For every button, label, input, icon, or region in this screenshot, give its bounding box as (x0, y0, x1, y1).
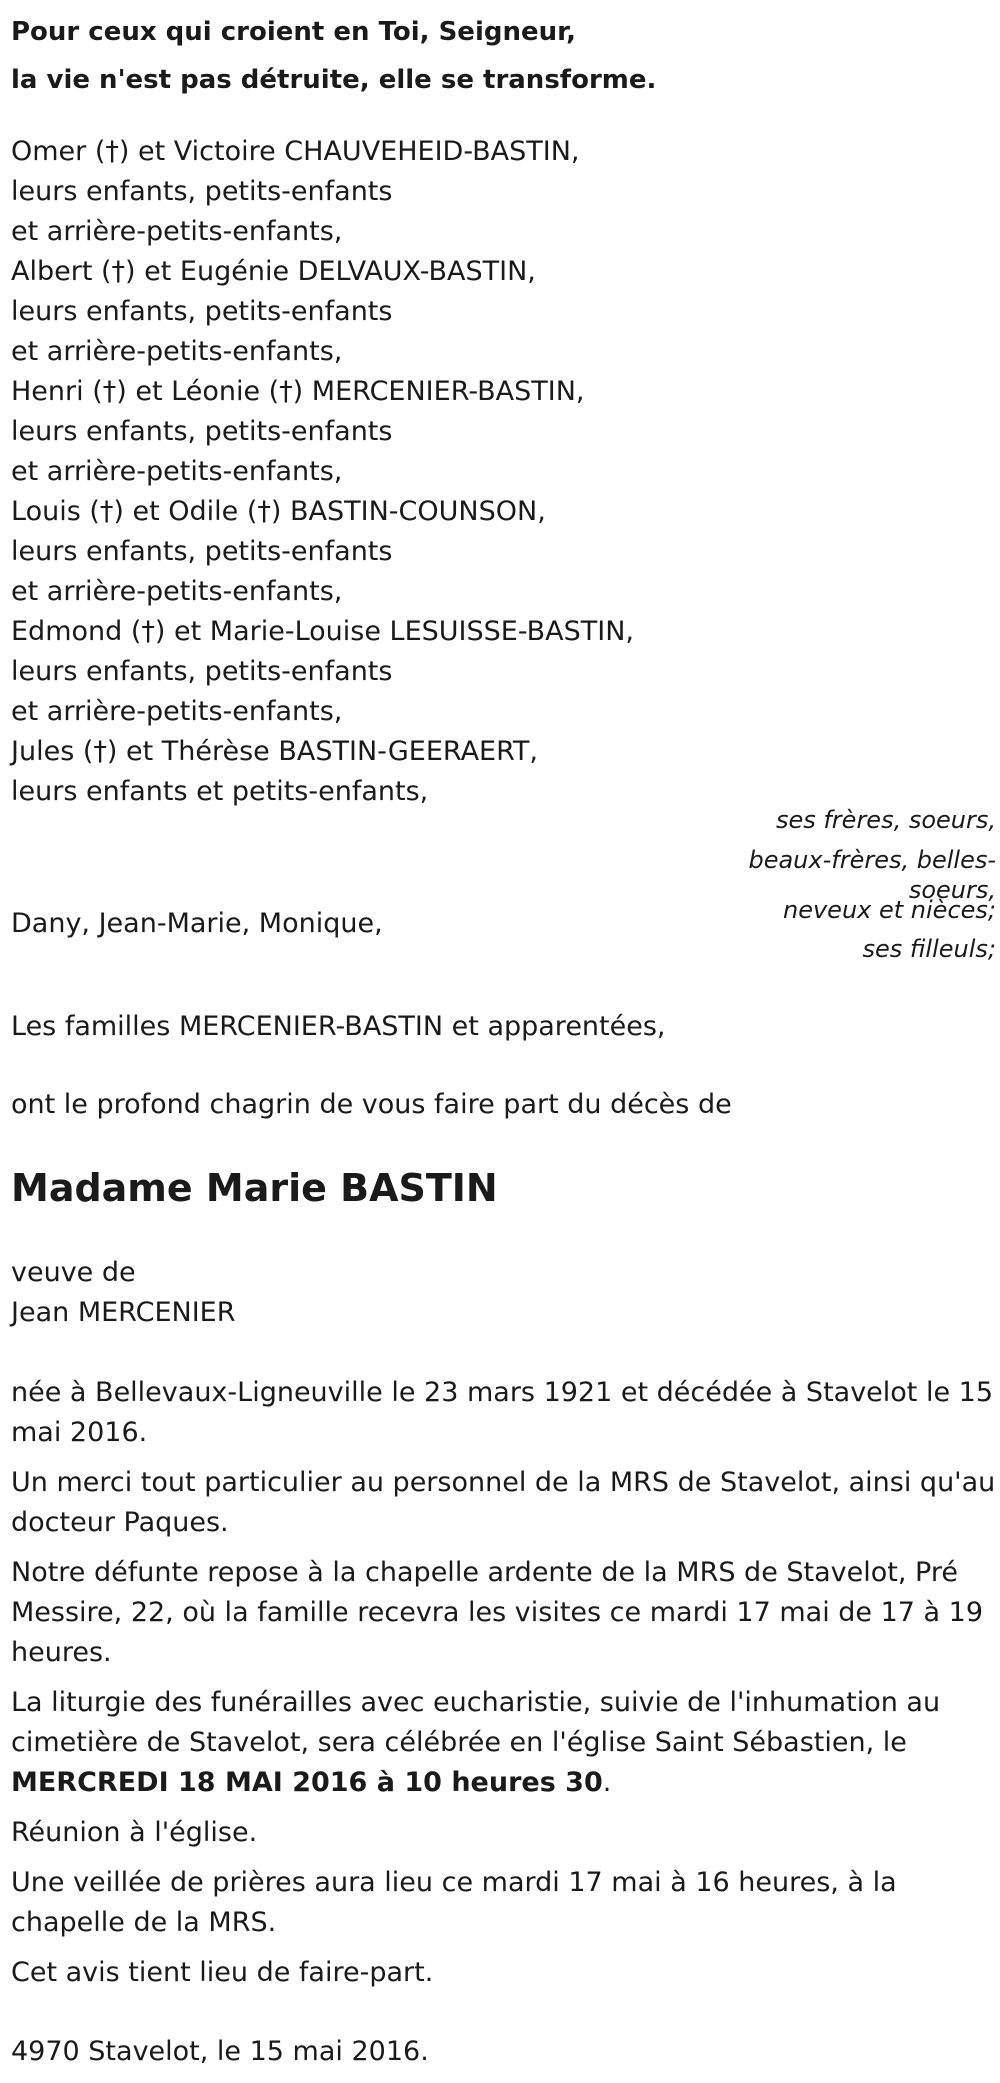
family-line: leurs enfants, petits-enfants (11, 176, 393, 207)
family-line: et arrière-petits-enfants, (11, 576, 343, 607)
spouse-name: Jean MERCENIER (11, 1297, 236, 1328)
verse-line-1: Pour ceux qui croient en Toi, Seigneur, (11, 17, 576, 47)
family-line: leurs enfants, petits-enfants (11, 296, 393, 327)
relation-in-laws-cont: soeurs, (908, 876, 996, 904)
family-line: Omer (†) et Victoire CHAUVEHEID-BASTIN, (11, 136, 580, 167)
godchildren-names: Dany, Jean-Marie, Monique, (11, 908, 383, 939)
liturgy-text: La liturgie des funérailles avec eucharistie, suivie de l'inhumation au cimetière de Stavelot, sera célébrée en l'église Saint Sébastien, le (11, 1687, 941, 1758)
family-line: et arrière-petits-enfants, (11, 336, 343, 367)
birth-death-paragraph: née à Bellevaux-Ligneuville le 23 mars 1921 et décédée à Stavelot le 15 mai 2016. (11, 1377, 994, 1448)
relation-nephews: neveux et nièces; (783, 896, 996, 924)
relation-godchildren: ses filleuls; (862, 935, 996, 963)
family-line: leurs enfants, petits-enfants (11, 656, 393, 687)
details (11, 1373, 996, 2003)
family-line: et arrière-petits-enfants, (11, 696, 343, 727)
meeting-paragraph: Réunion à l'église. (11, 1817, 258, 1848)
relation-siblings: ses frères, soeurs, (775, 806, 996, 834)
family-line: Henri (†) et Léonie (†) MERCENIER-BASTIN, (11, 376, 585, 407)
widow-of-label: veuve de (11, 1257, 136, 1288)
family-line: Louis (†) et Odile (†) BASTIN-COUNSON, (11, 496, 546, 527)
notice-paragraph: Cet avis tient lieu de faire-part. (11, 1957, 434, 1988)
relation-in-laws: beaux-frères, belles- (748, 846, 996, 874)
family-line: Edmond (†) et Marie-Louise LESUISSE-BASTIN, (11, 616, 634, 647)
place-date: 4970 Stavelot, le 15 mai 2016. (11, 2036, 429, 2067)
family-line: Albert (†) et Eugénie DELVAUX-BASTIN, (11, 256, 536, 287)
liturgy-paragraph (11, 1683, 996, 1803)
chapel-paragraph: Notre défunte repose à la chapelle ardente de la MRS de Stavelot, Pré Messire, 22, où la famille recevra les visites ce mardi 17 mai de 17 à 19 heures. (11, 1557, 984, 1668)
family-line: et arrière-petits-enfants, (11, 216, 343, 247)
liturgy-date: MERCREDI 18 MAI 2016 à 10 heures 30 (11, 1767, 603, 1798)
family-list (11, 132, 996, 963)
deceased-name: Madame Marie BASTIN (11, 1166, 498, 1210)
family-line: et arrière-petits-enfants, (11, 456, 343, 487)
verse-line-2: la vie n'est pas détruite, elle se transforme. (11, 65, 657, 95)
family-line: leurs enfants et petits-enfants, (11, 776, 429, 807)
liturgy-end: . (602, 1767, 612, 1798)
opening-verse (11, 0, 996, 104)
family-line: leurs enfants, petits-enfants (11, 416, 393, 447)
announcement: ont le profond chagrin de vous faire part du décès de (11, 1089, 732, 1120)
family-line: leurs enfants, petits-enfants (11, 536, 393, 567)
thanks-paragraph: Un merci tout particulier au personnel de la MRS de Stavelot, ainsi qu'au docteur Paques. (11, 1467, 996, 1538)
obituary-notice (11, 0, 996, 2067)
families-line: Les familles MERCENIER-BASTIN et apparentées, (11, 1011, 666, 1042)
family-line: Jules (†) et Thérèse BASTIN-GEERAERT, (11, 736, 538, 767)
spouse-block (11, 1253, 235, 1333)
vigil-paragraph: Une veillée de prières aura lieu ce mardi 17 mai à 16 heures, à la chapelle de la MRS. (11, 1867, 897, 1938)
